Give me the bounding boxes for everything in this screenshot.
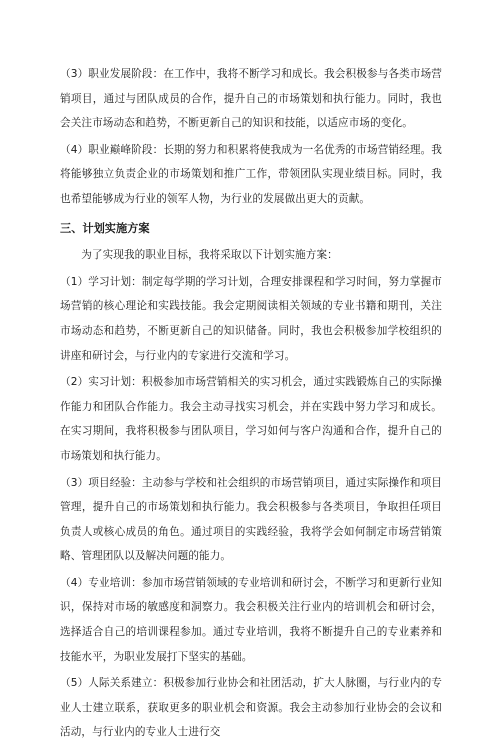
plan-item-internship: （2）实习计划：积极参加市场营销相关的实习机会，通过实践锻炼自己的实际操作能力和团队合作能力。我会主动寻找实习机会，并在实践中努力学习和成长。在实习期间，我将积极参与团队项目，学习如何与客户沟通和合作，提升自己的市场策划和执行能力。 xyxy=(60,376,442,462)
plan-item-study: （1）学习计划：制定每学期的学习计划，合理安排课程和学习时间，努力掌握市场营销的核心理论和实践技能。我会定期阅读相关领域的专业书籍和期刊，关注市场动态和趋势，不断更新自己的知识储备。同时，我也会积极参加学校组织的讲座和研讨会，与行业内的专家进行交流和学习。 xyxy=(60,275,442,362)
plan-item-networking: （5）人际关系建立：积极参加行业协会和社团活动，扩大人脉圈，与行业内的专业人士建立联系，获取更多的职业机会和资源。我会主动参加行业协会的会议和活动，与行业内的专业人士进行交 xyxy=(60,677,442,739)
plan-item-training: （4）专业培训：参加市场营销领域的专业培训和研讨会，不断学习和更新行业知识，保持对市场的敏感度和洞察力。我会积极关注行业内的培训机会和研讨会，选择适合自己的培训课程参加。通过专业培训，我将不断提升自己的专业素养和技能水平，为职业发展打下坚实的基础。 xyxy=(60,576,442,663)
document-body xyxy=(60,62,442,747)
section-intro: 为了实现我的职业目标，我将采取以下计划实施方案： xyxy=(81,249,338,262)
plan-item-project: （3）项目经验：主动参与学校和社会组织的市场营销项目，通过实际操作和项目管理，提升自己的市场策划和执行能力。我会积极参与各类项目，争取担任项目负责人或核心成员的角色。通过项目的实践经验，我将学会如何制定市场营销策略、管理团队以及解决问题的能力。 xyxy=(60,476,442,563)
section-heading: 三、计划实施方案 xyxy=(60,221,150,235)
career-stage-4-paragraph: （4）职业巅峰阶段：长期的努力和积累将使我成为一名优秀的市场营销经理。我将能够独立负责企业的市场策划和推广工作，带领团队实现业绩目标。同时，我也希望能够成为行业的领军人物，为行业的发展做出更大的贡献。 xyxy=(60,143,442,205)
career-stage-3-paragraph: （3）职业发展阶段：在工作中，我将不断学习和成长。我会积极参与各类市场营销项目，通过与团队成员的合作，提升自己的市场策划和执行能力。同时，我也会关注市场动态和趋势，不断更新自己的知识和技能，以适应市场的变化。 xyxy=(60,68,442,130)
